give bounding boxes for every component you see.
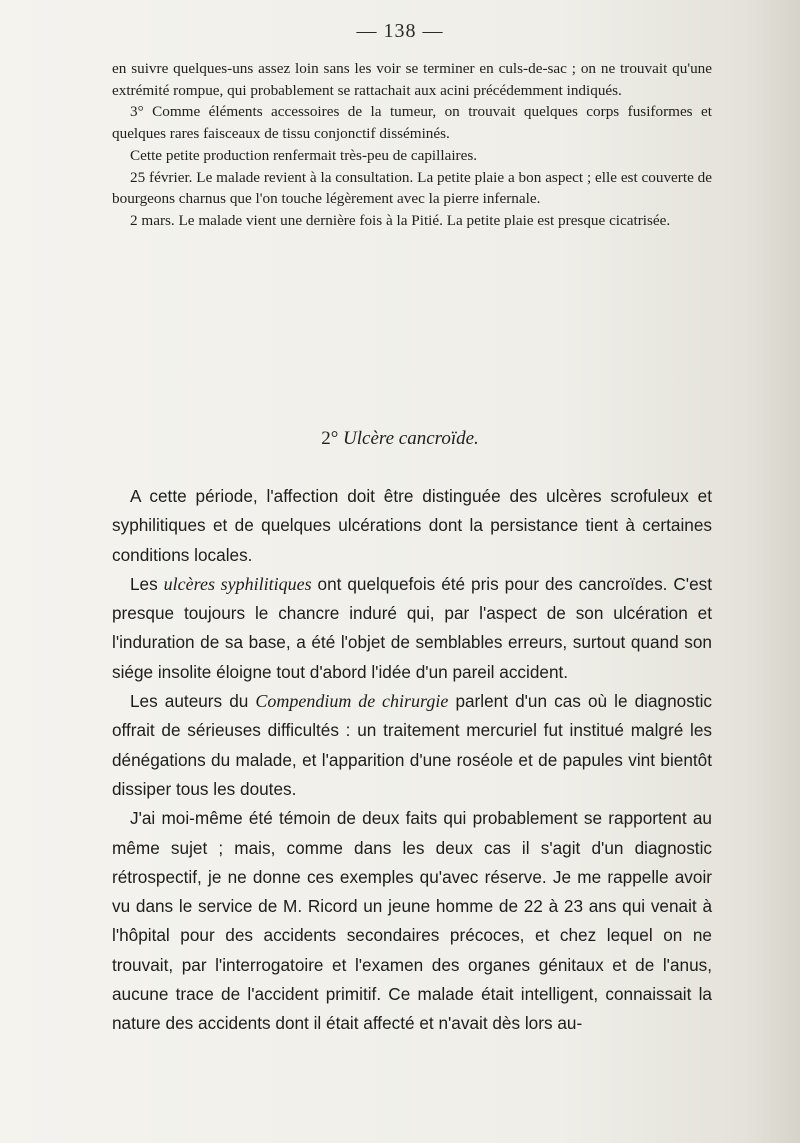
- paragraph: A cette période, l'affection doit être distinguée des ulcères scrofuleux et syphilitiques et de quelques ulcérations dont la persistance tient à certaines conditions locales.: [112, 486, 712, 565]
- italic-term: ulcères syphilitiques: [163, 573, 312, 594]
- paragraph: [112, 570, 712, 687]
- paragraph: [112, 687, 712, 804]
- main-text: [112, 482, 712, 1039]
- italic-title: Compendium de chirurgie: [255, 691, 449, 712]
- paragraph: Cette petite production renfermait très-peu de capillaires.: [130, 146, 478, 164]
- page-number: — 138 —: [356, 20, 444, 42]
- text-run: ont quelquefois été pris pour des cancroïdes. C'est presque toujours le chancre induré qui, par l'aspect de son ulcération et l'induration de sa base, a été l'objet de semblables erreurs, surtout quand son siége insolite éloigne tout d'abord l'idée d'un pareil accident.: [112, 573, 712, 682]
- section-title: Ulcère cancroïde.: [343, 428, 479, 449]
- paragraph: en suivre quelques-uns assez loin sans les voir se terminer en culs-de-sac ; on ne trouvait qu'une extrémité rompue, qui probablement se rattachait aux acini précédemment indiqués.: [112, 60, 712, 99]
- section-number: 2°: [321, 428, 339, 449]
- paragraph: 2 mars. Le malade vient une dernière fois à la Pitié. La petite plaie est presque cicatrisée.: [130, 211, 671, 229]
- paragraph: 3° Comme éléments accessoires de la tumeur, on trouvait quelques corps fusiformes et quelques rares faisceaux de tissu conjonctif disséminés.: [112, 103, 712, 143]
- paragraph: 25 février. Le malade revient à la consultation. La petite plaie a bon aspect ; elle est couverte de bourgeons charnus que l'on touche légèrement avec la pierre infernale.: [112, 168, 712, 208]
- text-run: parlent d'un cas où le diagnostic offrait de sérieuses difficultés : un traitement mercuriel fut institué malgré les dénégations du malade, et l'apparition d'une roséole et de papules vint bientôt dissiper tous les doutes.: [112, 691, 713, 799]
- section-heading: [0, 428, 800, 450]
- text-run: Les auteurs du: [130, 691, 256, 712]
- observation-continuation: [112, 58, 712, 232]
- paragraph: J'ai moi-même été témoin de deux faits qui probablement se rapportent au même sujet ; mais, comme dans les deux cas il s'agit d'un diagnostic rétrospectif, je ne donne ces exemples qu'avec réserve. Je me rappelle avoir vu dans le service de M. Ricord un jeune homme de 22 à 23 ans qui venait à l'hôpital pour des accidents secondaires précoces, et chez lequel on ne trouvait, par l'interrogatoire et l'examen des organes génitaux et de l'anus, aucune trace de l'accident primitif. Ce malade était intelligent, connaissait la nature des accidents dont il était affecté et n'avait dès lors au-: [112, 808, 712, 1034]
- text-run: Les: [130, 573, 164, 594]
